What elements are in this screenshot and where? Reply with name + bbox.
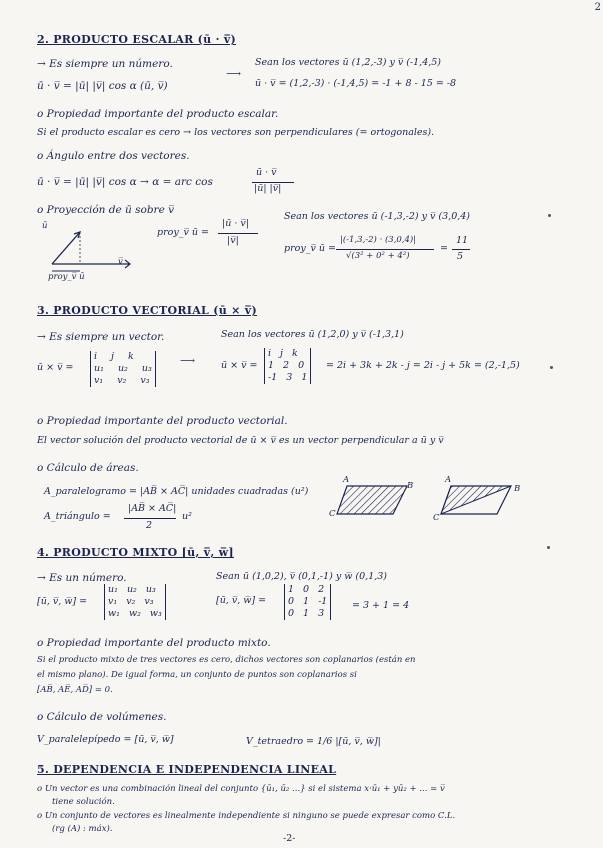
s3-area-triangle-num: |AB̅ × AC̅|: [128, 503, 177, 514]
footer-page-number: -2-: [283, 833, 296, 844]
section-5-title: 5. DEPENDENCIA E INDEPENDENCIA LINEAL: [37, 763, 337, 776]
s2-projection-lhs: proy_v̅ ū =: [157, 227, 209, 238]
s2-projection-den: |v̅|: [227, 235, 239, 246]
section-4-title: 4. PRODUCTO MIXTO [ū, v̅, w̅]: [37, 546, 234, 559]
s3-example-result: = 2i + 3k + 2k - j = 2i - j + 5k = (2,-1,5): [326, 360, 520, 371]
s2-proj-example-eq: =: [440, 243, 448, 254]
fig1-label-c: C: [329, 509, 336, 519]
s3-lhs: ū × v̅ =: [37, 362, 74, 373]
s4-property-line-1: Si el producto mixto de tres vectores es cero, dichos vectores son coplanarios (están en: [37, 655, 416, 665]
s3-determinant: i j k u₁ u₂ u₃ v₁ v₂ v₃: [90, 351, 156, 387]
fraction-bar: [336, 249, 434, 250]
fraction-bar: [124, 518, 176, 519]
s5-line-2: tiene solución.: [52, 797, 115, 807]
s2-projection-num: |ū · v̅|: [222, 218, 249, 229]
parallelogram-figures: [333, 475, 513, 528]
s2-property-title: o Propiedad importante del producto escalar.: [37, 108, 279, 120]
s2-formula: ū · v̅ = |ū| |v̅| cos α (ū, v̅): [37, 80, 168, 92]
s2-proj-example-intro: Sean los vectores ū (-1,3,-2) y v̅ (3,0,4): [284, 211, 471, 222]
s3-area-triangle-den: 2: [146, 520, 153, 531]
s3-example-intro: Sean los vectores ū (1,2,0) y v̅ (-1,3,1): [221, 329, 404, 340]
s3-property-title: o Propiedad importante del producto vectorial.: [37, 415, 288, 427]
section-3-title: 3. PRODUCTO VECTORIAL (ū × v̅): [37, 304, 257, 317]
s4-property-line-3: [AB̅, AE̅, AD̅] = 0.: [37, 685, 113, 695]
corner-page-number: 2: [594, 2, 601, 13]
s4-lhs: [ū, v̅, w̅] =: [37, 596, 88, 607]
s3-area-parallelogram: A_paralelogramo = |AB̅ × AC̅| unidades cuadradas (u²): [44, 486, 309, 497]
s3-example-lhs: ū × v̅ =: [221, 360, 258, 371]
diagram-v-label: v̅: [118, 257, 123, 267]
s2-example-intro: Sean los vectores ū (1,2,-3) y v̅ (-1,4,5): [255, 57, 442, 68]
fraction-bar: [452, 249, 470, 250]
fig2-label-c: C: [433, 513, 440, 523]
s2-proj-example-num: |(-1,3,-2) · (3,0,4)|: [340, 235, 417, 245]
s3-example-determinant: i j k 1 2 0 -1 3 1: [264, 348, 311, 384]
fig1-label-b: B: [407, 481, 414, 491]
fig1-label-a: A: [343, 475, 350, 485]
paper-speck: [550, 366, 553, 369]
s5-line-3: o Un conjunto de vectores es linealmente independiente si ninguno se puede expresar como C.L.: [37, 811, 456, 821]
s4-property-title: o Propiedad importante del producto mixto.: [37, 637, 271, 649]
arrow-icon: ⟶: [180, 355, 196, 367]
s2-projection-title: o Proyección de ū sobre v̅: [37, 204, 175, 216]
s4-example-intro: Sean ū (1,0,2), v̅ (0,1,-1) y w̅ (0,1,3): [216, 571, 388, 582]
s4-volume-parallelepiped: V_paralelepípedo = [ū, v̅, w̅]: [37, 734, 174, 745]
s2-angle-formula: ū · v̅ = |ū| |v̅| cos α → α = arc cos: [37, 176, 213, 188]
s4-example-result: = 3 + 1 = 4: [352, 600, 410, 611]
section-2-title: 2. PRODUCTO ESCALAR (ū · v̅): [37, 33, 237, 46]
diagram-u-label: ū: [42, 221, 48, 231]
s5-line-4: (rg (A) : máx).: [52, 824, 113, 834]
s2-property-text: Si el producto escalar es cero → los vectores son perpendiculares (= ortogonales).: [37, 127, 435, 138]
s2-proj-result-den: 5: [457, 251, 464, 262]
fraction-bar: [218, 233, 258, 234]
s4-example-lhs: [ū, v̅, w̅] =: [216, 595, 267, 606]
s3-always: → Es siempre un vector.: [37, 331, 165, 343]
s5-line-1: o Un vector es una combinación lineal del conjunto {ū₁, ū₂ ...} si el sistema x·ū₁ + yū₂ + ... = v̅: [37, 784, 445, 794]
s4-volume-title: o Cálculo de volúmenes.: [37, 711, 167, 723]
s2-angle-title: o Ángulo entre dos vectores.: [37, 150, 190, 162]
s3-property-text: El vector solución del producto vectorial de ū × v̅ es un vector perpendicular a ū y v̅: [37, 435, 444, 446]
s2-proj-example-lhs: proy_v̅ ū =: [284, 243, 336, 254]
paper-speck: [548, 214, 551, 217]
fig2-label-a: A: [445, 475, 452, 485]
s4-always: → Es un número.: [37, 572, 127, 584]
diagram-proj-label: proy_v̅ ū: [48, 272, 85, 282]
s3-area-triangle-lhs: A_triángulo =: [44, 511, 111, 522]
fig2-label-b: B: [514, 484, 521, 494]
s2-proj-result-num: 11: [456, 235, 469, 246]
s2-angle-denominator: |ū| |v̅|: [254, 183, 282, 194]
paper-speck: [547, 546, 550, 549]
s2-example-calc: ū · v̅ = (1,2,-3) · (-1,4,5) = -1 + 8 - 15 = -8: [255, 78, 457, 89]
s3-area-title: o Cálculo de áreas.: [37, 462, 139, 474]
s3-area-triangle-unit: u²: [182, 511, 192, 522]
s2-proj-example-den: √(3² + 0² + 4²): [346, 251, 410, 261]
s2-always: → Es siempre un número.: [37, 58, 173, 70]
s4-example-determinant: 1 0 2 0 1 -1 0 1 3: [284, 584, 331, 620]
arrow-icon: ⟶: [226, 68, 242, 80]
s2-angle-numerator: ū · v̅: [256, 167, 277, 178]
s4-volume-tetrahedron: V_tetraedro = 1/6 |[ū, v̅, w̅]|: [246, 736, 381, 747]
s4-property-line-2: el mismo plano). De igual forma, un conjunto de puntos son coplanarios si: [37, 670, 357, 680]
s4-determinant: u₁ u₂ u₃ v₁ v₂ v₃ w₁ w₂ w₃: [104, 584, 166, 620]
